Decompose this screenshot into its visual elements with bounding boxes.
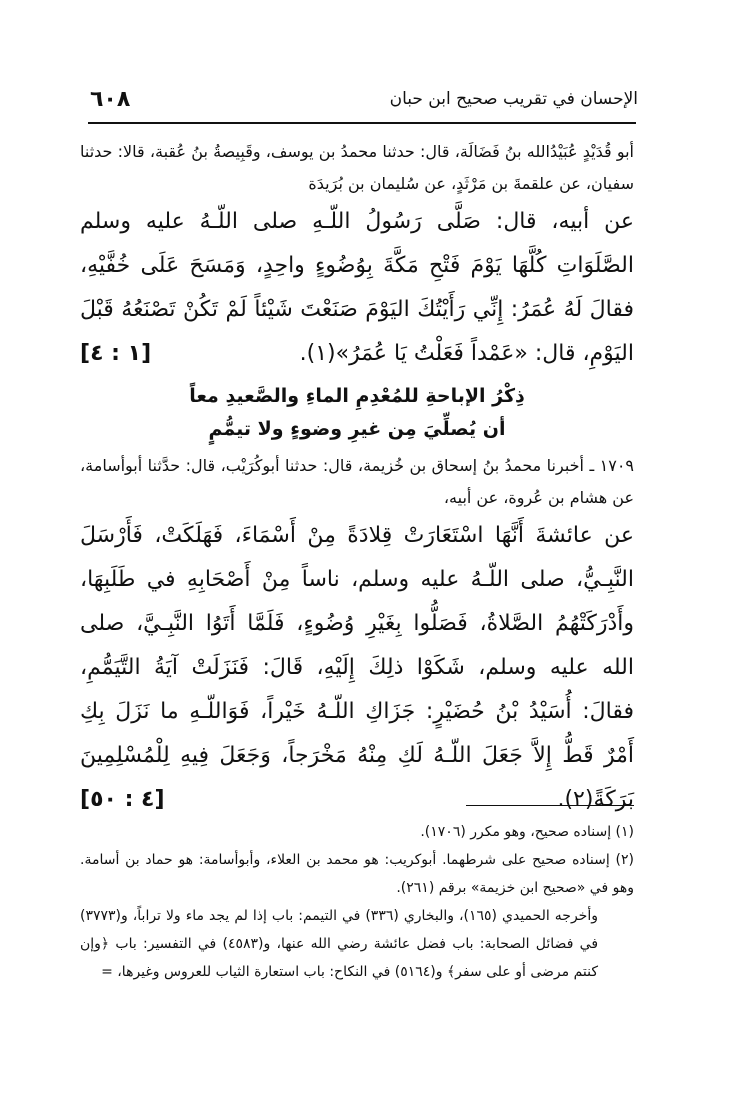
chapter-heading-line-2: أن يُصلِّيَ مِن غيرِ وضوءٍ ولا تيمُّمٍ bbox=[208, 418, 506, 440]
footnote-2-continuation: وأخرجه الحميدي (١٦٥)، والبخاري (٣٣٦) في التيمم: باب إذا لم يجد ماء ولا تراباً، و(٣٧٧٣) في فضائل الصحابة: باب فضل عائشة رضي الله عنها، و(٤٥٨٣) في التفسير: باب ﴿وإن كنتم مرضى أو على سفر﴾ و(٥١٦٤) في النكاح: باب استعارة الثياب للعروس وغيرها، = bbox=[80, 908, 599, 980]
chapter-heading-line-1: ذِكْرُ الإباحةِ للمُعْدِمِ الماءِ والصَّعيدِ معاً bbox=[189, 385, 525, 407]
isnad-paragraph-1: أبو قُدَيْدٍ عُبَيْدُالله بنُ فَضَالَة، قال: حدثنا محمدُ بن يوسف، وقَبِيصةُ بنُ عُقبة، قالا: حدثنا سفيان، عن علقمةَ بن مَرْثَدٍ، عن سُليمان بن بُرَيدَة bbox=[80, 142, 634, 193]
book-title: الإحسان في تقريب صحيح ابن حبان bbox=[389, 89, 638, 109]
hadith-reference-1: [١ : ٤] bbox=[80, 341, 152, 366]
hadith-reference-2: [٤ : ٥٠] bbox=[80, 787, 165, 812]
page-header bbox=[90, 84, 638, 114]
hadith-text-1: عن أبيه، قال: صَلَّى رَسُولُ اللّـهِ صلى اللّـهُ عليه وسلم الصَّلَوَاتِ كُلَّهَا يَوْمَ فَتْحِ مَكَّةَ بِوُضُوءٍ واحِدٍ، وَمَسَحَ عَلَى خُفَّيْهِ، فقالَ لَهُ عُمَرُ: إِنِّي رَأَيْتُكَ اليَوْمَ صَنَعْتَ شَيْئاً لَمْ تَكُنْ تَصْنَعُهُ قَبْلَ اليَوْمِ، قال: «عَمْداً فَعَلْتُ يَا عُمَرُ»(١). bbox=[80, 209, 634, 366]
hadith-paragraph-2 bbox=[80, 514, 634, 822]
page-number: ٦٠٨ bbox=[90, 86, 131, 112]
isnad-paragraph-2: ١٧٠٩ ـ أخبرنا محمدُ بنُ إسحاق بن خُزيمة، قال: حدثنا أبوكُرَيْب، قال: حدَّثنا أبوأسامة، عن هشام بن عُروة، عن أبيه، bbox=[80, 456, 634, 507]
header-rule bbox=[88, 122, 636, 124]
main-text bbox=[80, 136, 634, 822]
chapter-heading bbox=[80, 380, 634, 446]
footnote-rule bbox=[466, 805, 634, 806]
footnotes bbox=[80, 818, 634, 986]
footnote-2: (٢) إسناده صحيح على شرطهما. أبوكريب: هو محمد بن العلاء، وأبوأسامة: هو حماد بن أسامة. وهو في «صحيح ابن خزيمة» برقم (٢٦١). bbox=[80, 852, 634, 896]
hadith-paragraph-1 bbox=[80, 200, 634, 376]
hadith-text-2: عن عائشةَ أَنَّهَا اسْتَعَارَتْ قِلادَةً مِنْ أَسْمَاءَ، فَهَلَكَتْ، فَأَرْسَلَ النَّبِـيُّ، صلى اللّـهُ عليه وسلم، ناساً مِنْ أَصْحَابِهِ في طَلَبِهَا، وأَدْرَكَتْهُمُ الصَّلاةُ، فَصَلُّوا بِغَيْرِ وُضُوءٍ، فَلَمَّا أَتَوُا النَّبِـيَّ، صلى الله عليه وسلم، شَكَوْا ذلِكَ إِلَيْهِ، قَالَ: فَنَزَلَتْ آيَةُ التَّيَمُّمِ، فقالَ: أُسَيْدُ بْنُ حُضَيْرٍ: جَزَاكِ اللّـهُ خَيْراً، فَوَاللّـهِ ما نَزَلَ بِكِ أَمْرٌ قَطُّ إِلاَّ جَعَلَ اللّـهُ لَكِ مِنْهُ مَخْرَجاً، وَجَعَلَ فِيهِ لِلْمُسْلِمِينَ بَرَكَةً(٢). bbox=[80, 523, 634, 812]
footnote-1: (١) إسناده صحيح، وهو مكرر (١٧٠٦). bbox=[420, 824, 634, 840]
